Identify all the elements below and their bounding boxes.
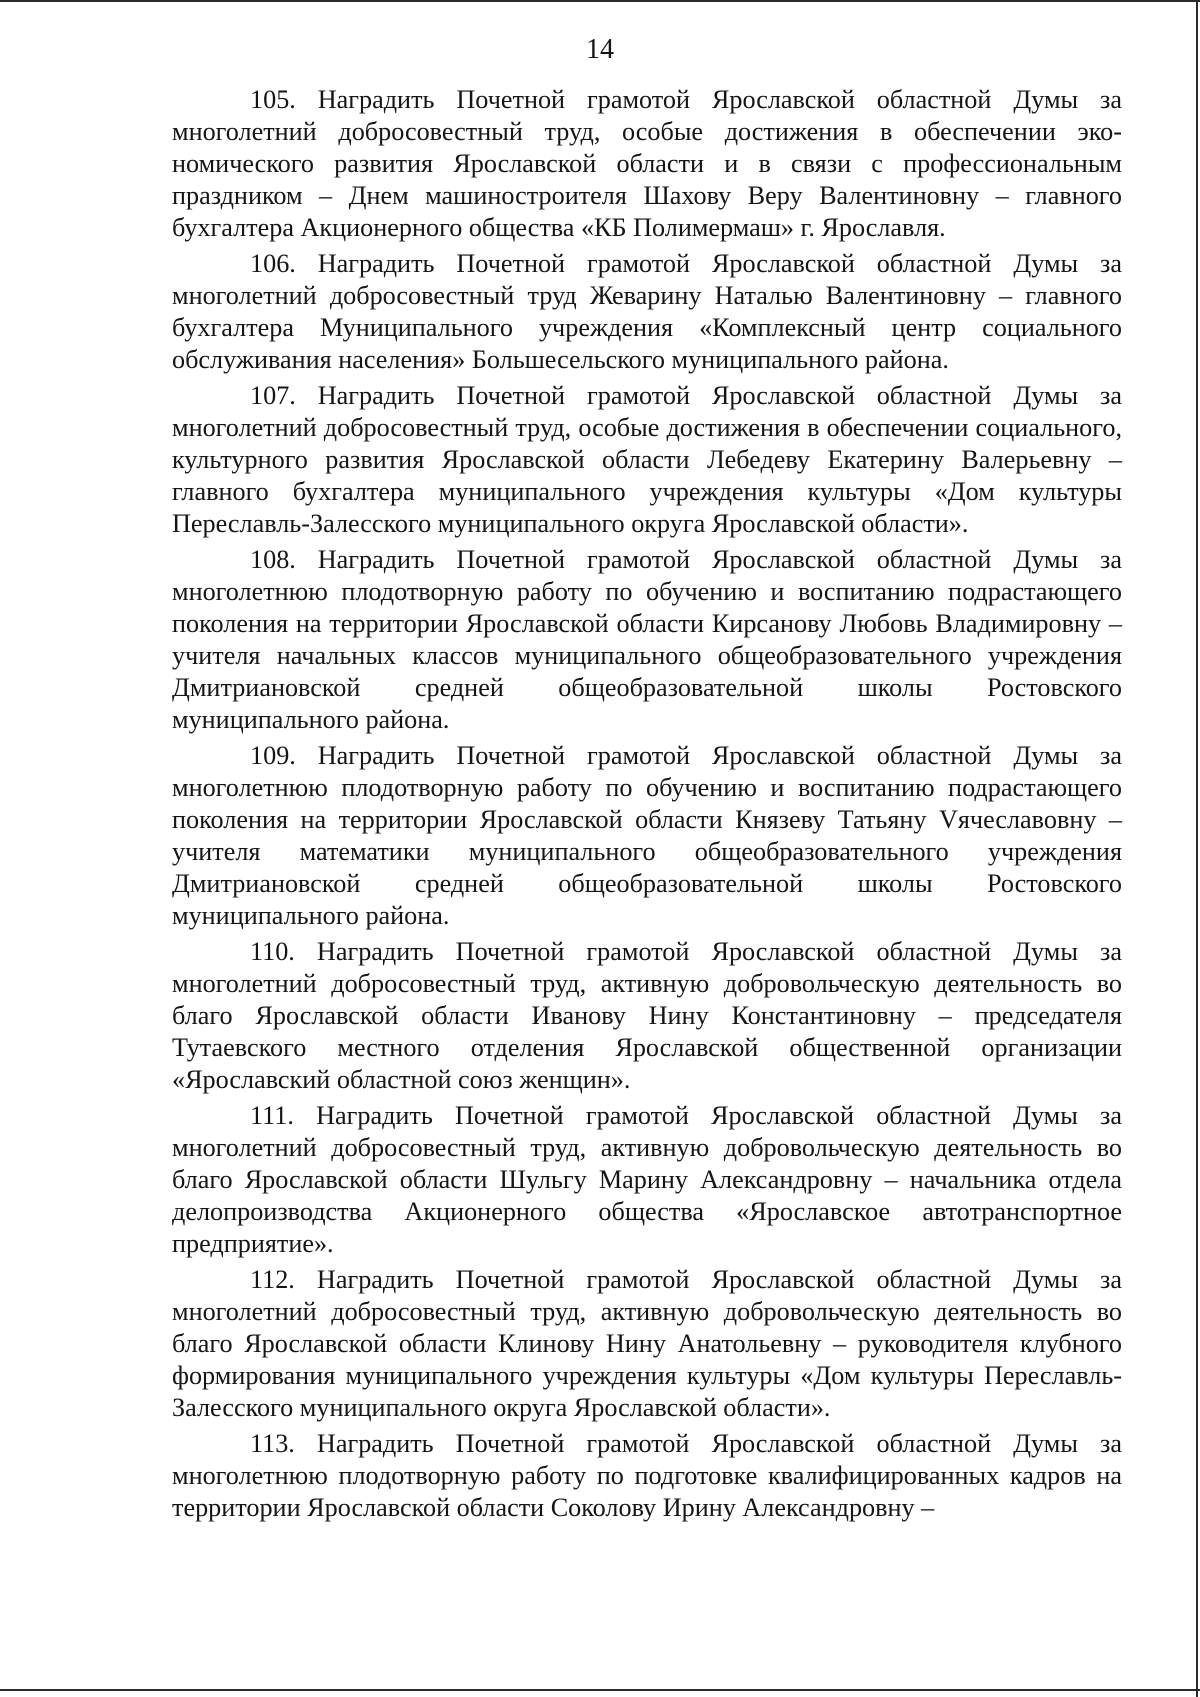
paragraph-107: 107. Наградить Почетной грамотой Ярославской областной Думы за многолетний добросовестный труд, особые достижения в обеспечении социального, культурного развития Ярославской области Лебедеву Екатерину Валерьевну – главного бухгалтера муниципального учреждения культуры «Дом культуры Переславль-Залесского муниципального округа Ярославской области». [172, 381, 1122, 538]
scan-edge-top [0, 0, 1200, 2]
scan-edge-right [1196, 0, 1198, 1697]
paragraph-111: 111. Наградить Почетной грамотой Ярославской областной Думы за многолетний добросовестный труд, активную добровольческую деятельность во благо Ярославской области Шульгу Марину Александровну – начальника отдела делопроизводства Акционерного общества «Ярославское автотранспортное предприятие». [172, 1101, 1122, 1258]
paragraph-109: 109. Наградить Почетной грамотой Ярославской областной Думы за многолетнюю плодотворную работу по обучению и воспитанию подрастающего поколения на территории Ярославской области Князеву Татьяну Vячеславовну – учителя математики муниципального общеобразовательного учреждения Дмитриановской средней общеобразовательной школы Ростовского муниципального района. [172, 741, 1122, 930]
scan-edge-bottom [0, 1689, 1200, 1691]
paragraph-108: 108. Наградить Почетной грамотой Ярославской областной Думы за многолетнюю плодотворную работу по обучению и воспитанию подрастающего поколения на территории Ярославской области Кирсанову Любовь Владимировну – учителя начальных классов муниципального общеобразовательного учреждения Дмитриановской средней общеобразовательной школы Ростовского муниципального района. [172, 545, 1122, 734]
paragraph-106: 106. Наградить Почетной грамотой Ярославской областной Думы за многолетний добросовестный труд Жеварину Наталью Валентиновну – главного бухгалтера Муниципального учреждения «Комплексный центр социального обслуживания населения» Большесельского муниципального района. [172, 249, 1122, 374]
page-number: 14 [586, 34, 614, 65]
paragraph-105: 105. Наградить Почетной грамотой Ярославской областной Думы за многолетний добросовестный труд, особые достижения в обеспечении экономического развития Ярославской области и в связи с профессиональным праздником – Днем машиностроителя Шахову Веру Валентиновну – главного бухгалтера Акционерного общества «КБ Полимермаш» г. Ярославля. [172, 85, 1122, 242]
document-body [172, 84, 1122, 1528]
paragraph-110: 110. Наградить Почетной грамотой Ярославской областной Думы за многолетний добросовестный труд, активную добровольческую деятельность во благо Ярославской области Иванову Нину Константиновну – председателя Тутаевского местного отделения Ярославской общественной организации «Ярославский областной союз женщин». [172, 937, 1122, 1094]
paragraph-112: 112. Наградить Почетной грамотой Ярославской областной Думы за многолетний добросовестный труд, активную добровольческую деятельность во благо Ярославской области Клинову Нину Анатольевну – руководителя клубного формирования муниципального учреждения культуры «Дом культуры Переславль-Залесского муниципального округа Ярославской области». [172, 1265, 1122, 1422]
paragraph-113: 113. Наградить Почетной грамотой Ярославской областной Думы за многолетнюю плодотворную работу по подготовке квалифицированных кадров на территории Ярославской области Соколову Ирину Александровну – [172, 1429, 1122, 1522]
